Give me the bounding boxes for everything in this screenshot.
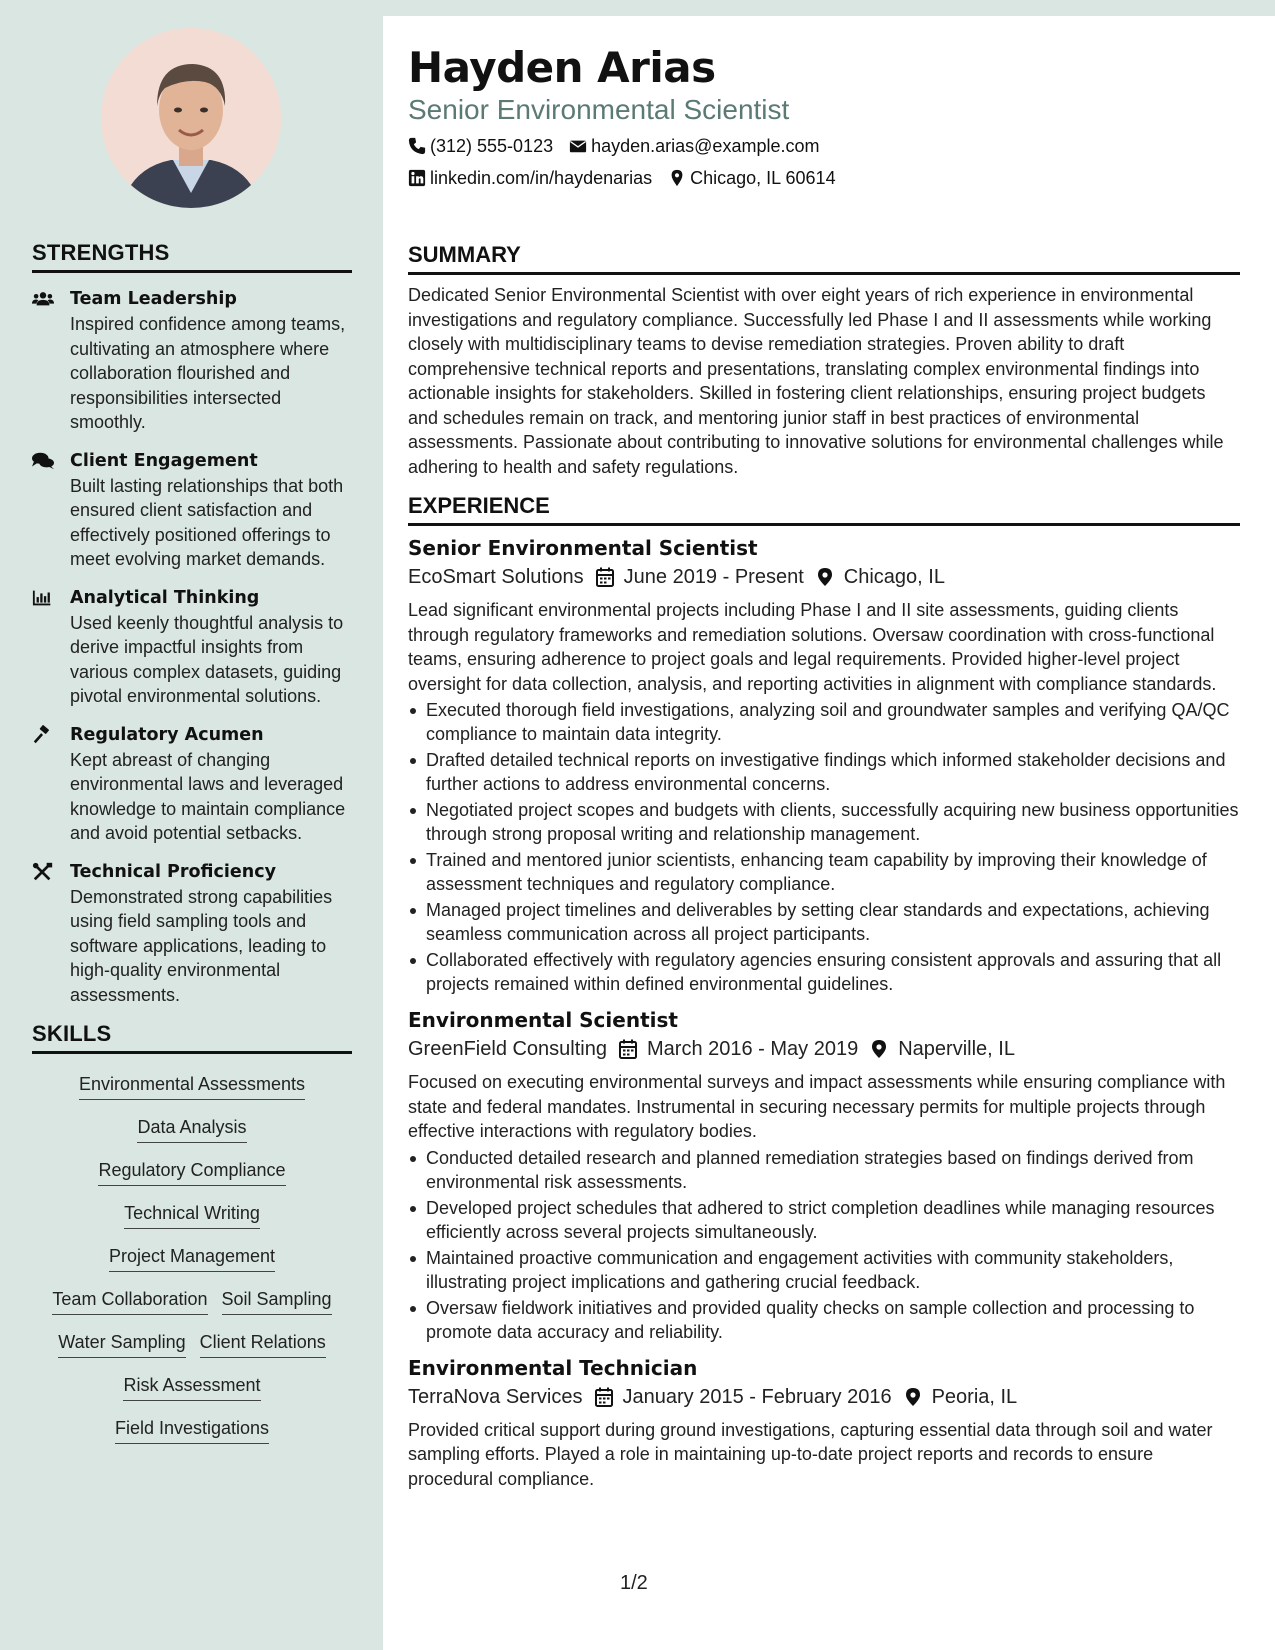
strength-title: Team Leadership <box>70 289 237 309</box>
linkedin-contact[interactable] <box>408 166 652 190</box>
map-pin-icon <box>816 567 834 587</box>
job-bullet: Negotiated project scopes and budgets with clients, successfully acquiring new business opportunities through strong proposal writing and relationship management. <box>408 798 1240 846</box>
job-dates <box>595 1382 892 1412</box>
skill-tag: Technical Writing <box>124 1201 260 1229</box>
job-entry <box>408 1006 1240 1344</box>
job-bullet: Oversaw fieldwork initiatives and provided quality checks on sample collection and processing to promote data accuracy and reliability. <box>408 1296 1240 1344</box>
job-description: Lead significant environmental projects including Phase I and II site assessments, guiding clients through regulatory frameworks and remediation solutions. Oversaw coordination with cross-functional teams, ensuring adherence to project goals and legal requirements. Provided higher-level project oversight for data collection, analysis, and reporting activities in alignment with compliance standards. <box>408 600 1217 694</box>
job-bullet: Trained and mentored junior scientists, enhancing team capability by improving their knowledge of assessment techniques and regulatory compliance. <box>408 848 1240 896</box>
job-dates-text: June 2019 - Present <box>623 566 804 588</box>
strength-item <box>32 449 352 572</box>
skill-tag: Project Management <box>109 1244 275 1272</box>
candidate-name: Hayden Arias <box>408 43 716 92</box>
email-contact[interactable] <box>569 134 819 158</box>
location-contact <box>668 166 835 190</box>
map-pin-icon <box>668 169 686 187</box>
skill-tag: Client Relations <box>200 1330 326 1358</box>
job-bullet: Conducted detailed research and planned remediation strategies based on findings derived from environmental risk assessments. <box>408 1146 1240 1194</box>
sidebar-content <box>32 240 352 1459</box>
job-location <box>816 562 945 592</box>
skill-tag: Water Sampling <box>58 1330 185 1358</box>
job-bullets <box>408 1146 1240 1344</box>
top-accent-bar <box>383 0 1275 16</box>
job-title: Senior Environmental Scientist <box>408 536 758 560</box>
job-meta <box>408 1382 1240 1412</box>
summary-text: Dedicated Senior Environmental Scientist with over eight years of rich experience in environmental investigations and regulatory compliance. Successfully led Phase I and II assessments while working closely with multidisciplinary teams to devise remediation strategies. Proven ability to draft comprehensive technical reports and presentations, translating complex environmental findings into actionable insights for stakeholders. Skilled in fostering client relationships, ensuring project budgets and schedules remain on track, and mentoring junior staff in best practices of environmental assessments. Passionate about contributing to innovative solutions for environmental challenges while adhering to health and safety regulations. <box>408 285 1224 477</box>
experience-heading: EXPERIENCE <box>408 493 1240 526</box>
strength-title: Analytical Thinking <box>70 587 260 608</box>
candidate-title: Senior Environmental Scientist <box>408 94 790 125</box>
calendar-icon <box>596 567 614 587</box>
page-number: 1/2 <box>620 1572 648 1594</box>
strength-item <box>32 287 352 435</box>
job-bullet: Drafted detailed technical reports on investigative findings which informed stakeholder decisions and further actions to address environmental concerns. <box>408 748 1240 796</box>
phone-contact[interactable] <box>408 134 553 158</box>
job-company: EcoSmart Solutions <box>408 566 584 588</box>
job-company: TerraNova Services <box>408 1385 583 1408</box>
job-bullet: Collaborated effectively with regulatory agencies ensuring consistent approvals and assuring that all projects remained within defined environmental guidelines. <box>408 948 1240 996</box>
phone-icon <box>408 137 426 155</box>
job-bullet: Maintained proactive communication and engagement activities with community stakeholders, illustrating project implications and gathering crucial feedback. <box>408 1246 1240 1294</box>
job-description: Provided critical support during ground investigations, capturing essential data through soil and water sampling efforts. Played a role in maintaining up-to-date project reports and records to ensure procedural compliance. <box>408 1419 1213 1489</box>
job-dates-text: January 2015 - February 2016 <box>622 1385 892 1408</box>
job-dates-text: March 2016 - May 2019 <box>647 1038 859 1060</box>
job-company: GreenField Consulting <box>408 1038 607 1060</box>
skill-tag: Data Analysis <box>137 1115 246 1143</box>
summary-section <box>408 242 1240 479</box>
summary-heading: SUMMARY <box>408 242 1240 275</box>
strength-title: Client Engagement <box>70 450 258 471</box>
skill-tag: Soil Sampling <box>222 1287 332 1315</box>
job-description: Focused on executing environmental surveys and impact assessments while ensuring compliance with state and federal mandates. Instrumental in securing necessary permits for multiple projects through effective interactions with regulatory bodies. <box>408 1072 1226 1141</box>
job-title: Environmental Scientist <box>408 1008 678 1032</box>
job-location-text: Peoria, IL <box>931 1385 1018 1408</box>
contact-row <box>408 134 1240 158</box>
strength-description: Kept abreast of changing environmental laws and leveraged knowledge to maintain compliance and avoid potential setbacks. <box>70 749 346 843</box>
skills-list <box>32 1068 352 1444</box>
strength-item <box>32 860 352 1008</box>
skill-tag: Environmental Assessments <box>79 1072 305 1100</box>
profile-photo <box>101 28 281 208</box>
job-location-text: Chicago, IL <box>843 566 945 588</box>
strength-description: Used keenly thoughtful analysis to derive impactful insights from various complex datasets, guiding pivotal environmental solutions. <box>70 612 344 706</box>
phone-text: (312) 555-0123 <box>430 136 554 156</box>
job-entry <box>408 1354 1240 1492</box>
email-text: hayden.arias@example.com <box>591 136 820 156</box>
skill-tag: Field Investigations <box>115 1416 269 1444</box>
tools-icon <box>32 862 54 882</box>
job-bullets <box>408 698 1240 996</box>
job-dates <box>619 1034 858 1064</box>
skill-tag: Regulatory Compliance <box>98 1158 285 1186</box>
strength-item <box>32 586 352 709</box>
strength-item <box>32 723 352 846</box>
calendar-icon <box>595 1387 613 1407</box>
job-entry <box>408 534 1240 996</box>
contact-row <box>408 166 1240 190</box>
job-meta <box>408 562 1240 592</box>
job-title: Environmental Technician <box>408 1355 698 1380</box>
envelope-icon <box>569 137 587 155</box>
gavel-icon <box>32 725 54 745</box>
skill-tag: Risk Assessment <box>123 1373 260 1401</box>
main-content <box>408 40 1240 1501</box>
users-icon <box>32 289 54 309</box>
linkedin-icon <box>408 169 426 187</box>
skill-tag: Team Collaboration <box>52 1287 207 1315</box>
job-bullet: Managed project timelines and deliverables by setting clear standards and expectations, achieving seamless communication across all project participants. <box>408 898 1240 946</box>
job-dates <box>596 562 804 592</box>
experience-section <box>408 493 1240 1491</box>
strength-title: Regulatory Acumen <box>70 724 264 745</box>
job-meta <box>408 1034 1240 1064</box>
chart-icon <box>32 588 54 608</box>
job-bullet: Developed project schedules that adhered to strict completion deadlines while managing resources efficiently across several projects simultaneously. <box>408 1196 1240 1244</box>
strength-description: Built lasting relationships that both ensured client satisfaction and effectively positioned offerings to meet evolving market demands. <box>70 475 344 569</box>
job-bullet: Executed thorough field investigations, analyzing soil and groundwater samples and verifying QA/QC compliance to maintain data integrity. <box>408 698 1240 746</box>
skills-heading: SKILLS <box>32 1021 352 1054</box>
job-location-text: Naperville, IL <box>898 1038 1015 1060</box>
map-pin-icon <box>870 1039 888 1059</box>
job-location <box>870 1034 1015 1064</box>
chat-icon <box>32 451 54 471</box>
linkedin-text: linkedin.com/in/haydenarias <box>430 168 653 188</box>
calendar-icon <box>619 1039 637 1059</box>
map-pin-icon <box>904 1387 922 1407</box>
strength-description: Demonstrated strong capabilities using field sampling tools and software applications, leading to high-quality environmental assessments. <box>70 886 333 1005</box>
strength-title: Technical Proficiency <box>70 861 276 882</box>
strengths-heading: STRENGTHS <box>32 240 352 273</box>
job-location <box>904 1382 1018 1412</box>
location-text: Chicago, IL 60614 <box>690 168 836 188</box>
strength-description: Inspired confidence among teams, cultivating an atmosphere where collaboration flourished and responsibilities intersected smoothly. <box>70 314 346 432</box>
